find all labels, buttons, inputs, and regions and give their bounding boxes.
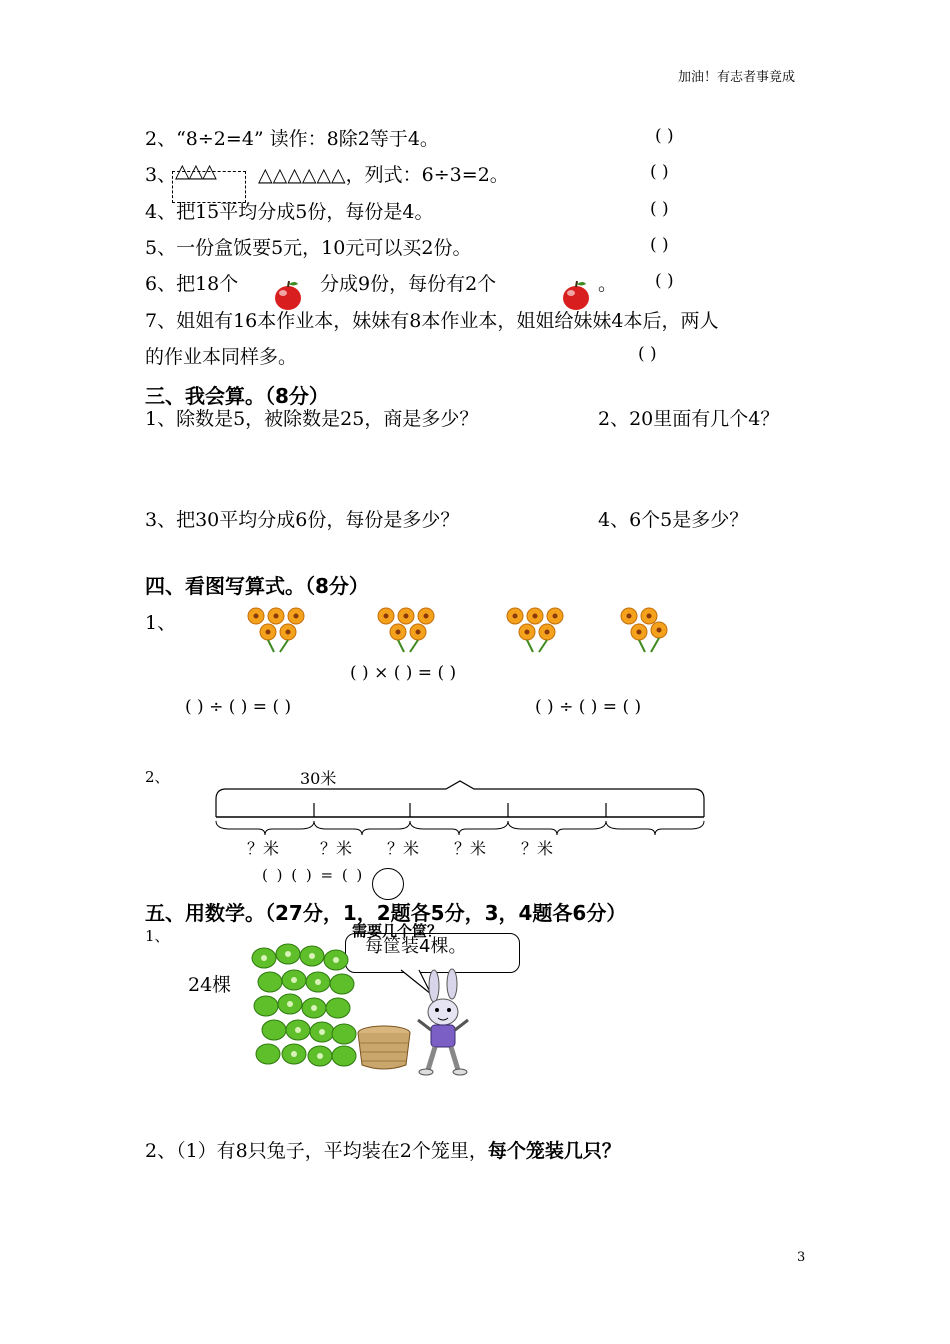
total-length-label: 30米 bbox=[300, 769, 337, 788]
section-3-q4: 4、6个5是多少？ bbox=[598, 509, 749, 531]
section-4-title: 四、看图写算式。（8分） bbox=[145, 574, 369, 598]
item-6-text-c: 。 bbox=[598, 273, 618, 295]
section-5-q2-text bbox=[145, 1136, 621, 1163]
flower-group-icon bbox=[374, 606, 440, 656]
segment-label-4: ？米 bbox=[454, 839, 487, 858]
section-3-q3: 3、把30平均分成6份，每份是多少？ bbox=[145, 509, 460, 531]
question-overlay: 需要几个筐？ bbox=[352, 922, 443, 940]
count-label: 24棵 bbox=[188, 974, 232, 996]
page-number: 3 bbox=[797, 1250, 806, 1265]
item-6-text-a: 6、把18个 bbox=[145, 273, 239, 295]
item-7-line2: 的作业本同样多。 bbox=[145, 346, 298, 368]
item-3-text: △△△△△△，列式：6÷3=2。 bbox=[258, 164, 509, 186]
total-brace bbox=[216, 781, 704, 799]
segment-label-3: ？米 bbox=[387, 839, 420, 858]
section-3-title: 三、我会算。（8分） bbox=[145, 384, 329, 408]
item-7-line1: 7、姐姐有16本作业本，妹妹有8本作业本，姐姐给妹妹4本后，两人 bbox=[145, 310, 719, 332]
item-3-number: 3、 bbox=[145, 164, 177, 186]
division-line-left: ( ) ÷ ( ) = ( ) bbox=[185, 697, 292, 717]
header-motto: 加油！有志者事竟成 bbox=[678, 70, 796, 85]
segment-diagram bbox=[210, 785, 710, 840]
segment-answer-line: ( ) ( ) = ( ) bbox=[262, 866, 363, 884]
section-5-q2-plain: 2、（1）有8只兔子，平均装在2个笼里， bbox=[145, 1140, 488, 1162]
section-5-title: 五、用数学。（27分，1，2题各5分，3，4题各6分） bbox=[145, 901, 627, 925]
segment-label-5: ？米 bbox=[521, 839, 554, 858]
item-7-answer: ( ) bbox=[638, 344, 657, 364]
item-4-answer: ( ) bbox=[650, 199, 669, 219]
segment-label-1: ？米 bbox=[247, 839, 280, 858]
item-3-triangles-group: △△△ bbox=[175, 160, 216, 182]
division-line-right: ( ) ÷ ( ) = ( ) bbox=[535, 697, 642, 717]
multiplication-line: ( ) × ( ) = ( ) bbox=[350, 663, 457, 683]
operator-circle bbox=[372, 868, 404, 900]
item-3-answer: ( ) bbox=[650, 162, 669, 182]
item-2-text: 2、“8÷2=4” 读作：8除2等于4。 bbox=[145, 128, 439, 150]
segment-ticks bbox=[216, 799, 704, 817]
flower-group-icon bbox=[503, 606, 569, 656]
section-3-q1: 1、除数是5，被除数是25，商是多少？ bbox=[145, 408, 479, 430]
speech-text: 每筐装4棵。 bbox=[365, 936, 467, 957]
flower-group-icon bbox=[244, 606, 310, 656]
basket-icon bbox=[355, 1025, 413, 1073]
rabbit-icon bbox=[412, 970, 474, 1080]
segment-braces bbox=[216, 821, 704, 835]
segment-label-2: ？米 bbox=[320, 839, 353, 858]
item-5-text: 5、一份盒饭要5元，10元可以买2份。 bbox=[145, 237, 472, 259]
section-5-q2-bold: 每个笼装几只？ bbox=[487, 1140, 621, 1162]
section-4-q1-label: 1、 bbox=[145, 612, 177, 634]
item-5-answer: ( ) bbox=[650, 235, 669, 255]
item-2-answer: ( ) bbox=[655, 126, 674, 146]
section-3-q2: 2、20里面有几个4？ bbox=[598, 408, 780, 430]
flower-group-icon bbox=[617, 606, 673, 656]
cabbage-pile-icon bbox=[250, 942, 360, 1070]
section-4-q2-label: 2、 bbox=[145, 768, 170, 786]
item-4-text: 4、把15平均分成5份，每份是4。 bbox=[145, 201, 434, 223]
item-6-text-b: 分成9份，每份有2个 bbox=[320, 273, 497, 295]
item-6-answer: ( ) bbox=[655, 271, 674, 291]
section-5-q1-label: 1、 bbox=[145, 927, 170, 945]
